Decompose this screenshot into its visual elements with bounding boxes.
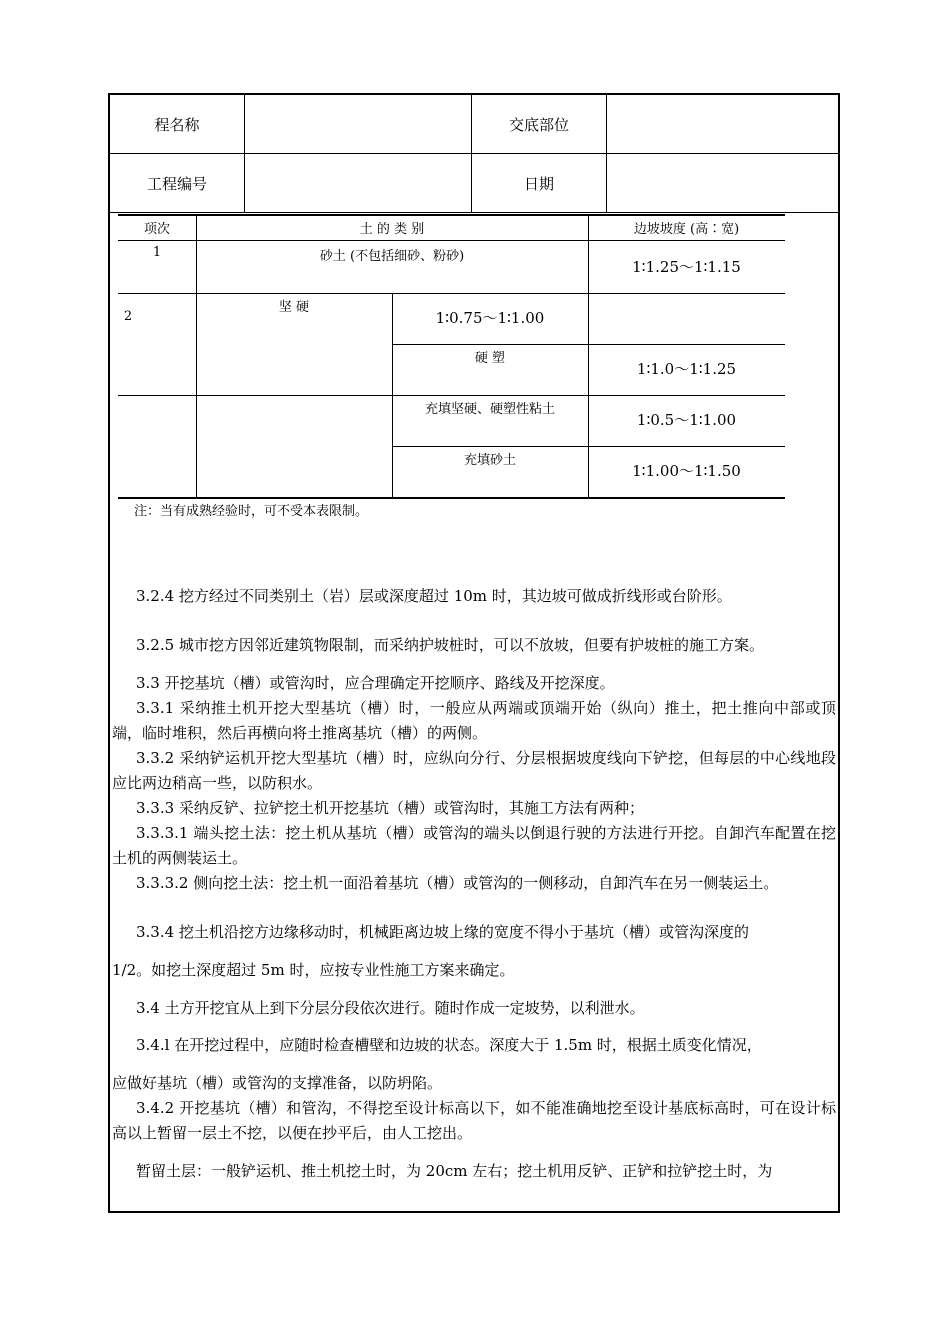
para-3-4-1a <box>112 1033 836 1058</box>
date-label: 日期 <box>523 174 554 193</box>
para-3-4-1b <box>112 1071 836 1096</box>
para-3-3-4b <box>112 958 836 983</box>
col-no-header: 项次 <box>143 222 170 237</box>
row3-sub: 硬 塑 <box>474 351 506 366</box>
para-3-3-4a-text: 3.3.4 挖土机沿挖方边缘移动时，机械距离边坡上缘的宽度不得小于基坑（槽）或管沟深度的 <box>136 923 749 941</box>
project-no-label-cell <box>109 153 245 213</box>
para-3-3-3-2-text: 3.3.3.2 侧向挖土法：挖土机一面沿着基坑（槽）或管沟的一侧移动，自卸汽车在另一侧装运土。 <box>136 874 779 892</box>
project-name-label: 程名称 <box>154 115 200 134</box>
para-3-3-4b-text: 1/2。如挖土深度超过 5m 时，应按专业性施工方案来确定。 <box>112 961 515 979</box>
para-3-3-3-2 <box>112 871 836 896</box>
para-3-3 <box>112 671 836 696</box>
para-3-3-3-1-text: 3.3.3.1 端头挖土法：挖土机从基坑（槽）或管沟的端头以倒退行驶的方法进行开挖。自卸汽车配置在挖土机的两侧装运土。 <box>112 824 836 867</box>
para-3-4-text: 3.4 土方开挖宜从上到下分层分段依次进行。随时作成一定坡势，以利泄水。 <box>136 999 645 1017</box>
para-reserve <box>112 1159 836 1184</box>
col-slope-header: 边坡坡度 (高∶宽) <box>633 222 740 237</box>
para-3-3-3-1 <box>112 821 836 871</box>
row4-slope: 1∶0.5～1∶1.00 <box>636 411 737 429</box>
para-3-3-2 <box>112 746 836 796</box>
table-bottom-rule <box>118 497 785 499</box>
para-3-3-4a <box>112 920 836 945</box>
handover-value-cell <box>606 94 840 154</box>
para-3-4-1a-text: 3.4.l 在开挖过程中，应随时检查槽壁和边坡的状态。深度大于 1.5m 时，根据土质变化情况， <box>136 1036 762 1054</box>
handover-label: 交底部位 <box>508 115 569 134</box>
para-3-4-1b-text: 应做好基坑（槽）或管沟的支撑准备，以防坍陷。 <box>112 1074 443 1092</box>
date-value-cell <box>606 153 840 213</box>
col-type-header: 土 的 类 别 <box>359 222 425 237</box>
para-3-2-5-text: 3.2.5 城市挖方因邻近建筑物限制，而采纳护坡桩时，可以不放坡，但要有护坡桩的施工方案。 <box>136 636 764 654</box>
table-top-rule <box>118 214 785 216</box>
para-3-3-text: 3.3 开挖基坑（槽）或管沟时，应合理确定开挖顺序、路线及开挖深度。 <box>136 674 615 692</box>
para-3-2-4 <box>112 584 836 609</box>
table-rule-3 <box>118 395 785 396</box>
project-no-value-cell <box>244 153 472 213</box>
para-3-3-1 <box>112 696 836 746</box>
row1-no: 1 <box>152 245 162 260</box>
para-3-2-4-text: 3.2.4 挖方经过不同类别土（岩）层或深度超过 10m 时，其边坡可做成折线形或台阶形。 <box>136 587 732 605</box>
para-3-3-3-text: 3.3.3 采纳反铲、拉铲挖土机开挖基坑（槽）或管沟时，其施工方法有两种； <box>136 799 644 817</box>
para-3-4-2-text: 3.4.2 开挖基坑（槽）和管沟，不得挖至设计标高以下，如不能准确地挖至设计基底标高时，可在设计标高以上暂留一层土不挖，以便在抄平后，由人工挖出。 <box>112 1099 836 1142</box>
row2-no: 2 <box>123 309 133 324</box>
row5-slope: 1∶1.00～1∶1.50 <box>632 462 741 480</box>
handover-label-cell <box>471 94 607 154</box>
para-3-2-5 <box>112 633 836 658</box>
para-3-3-3 <box>112 796 836 821</box>
para-3-3-1-text: 3.3.1 采纳推土机开挖大型基坑（槽）时，一般应从两端或顶端开始（纵向）推土，把土推向中部或顶端，临时堆积，然后再横向将土推离基坑（槽）的两侧。 <box>112 699 836 742</box>
date-label-cell <box>471 153 607 213</box>
project-name-label-cell <box>109 94 245 154</box>
table-note: 注：当有成熟经验时，可不受本表限制。 <box>134 504 369 519</box>
table-head-rule <box>118 240 785 241</box>
para-3-4 <box>112 996 836 1021</box>
row1-slope: 1∶1.25～1∶1.15 <box>632 258 741 276</box>
para-3-3-2-text: 3.3.2 采纳铲运机开挖大型基坑（槽）时，应纵向分行、分层根据坡度线向下铲挖，但每层的中心线地段应比两边稍高一些，以防积水。 <box>112 749 836 792</box>
para-3-4-2 <box>112 1096 836 1146</box>
row1-type: 砂土 (不包括细砂、粉砂) <box>319 249 465 264</box>
row3-slope: 1∶1.0～1∶1.25 <box>636 360 737 378</box>
project-name-value-cell <box>244 94 472 154</box>
row4-sub: 充填坚硬、硬塑性粘土 <box>424 402 555 417</box>
row2-type: 坚 硬 <box>278 300 310 315</box>
table-rule-1 <box>118 293 785 294</box>
row5-sub: 充填砂土 <box>463 453 516 468</box>
row2-sub: 1∶0.75～1∶1.00 <box>435 309 545 327</box>
project-no-label: 工程编号 <box>146 174 207 193</box>
para-reserve-text: 暂留土层：一般铲运机、推土机挖土时，为 20cm 左右；挖土机用反铲、正铲和拉铲挖土时，为 <box>136 1162 773 1180</box>
